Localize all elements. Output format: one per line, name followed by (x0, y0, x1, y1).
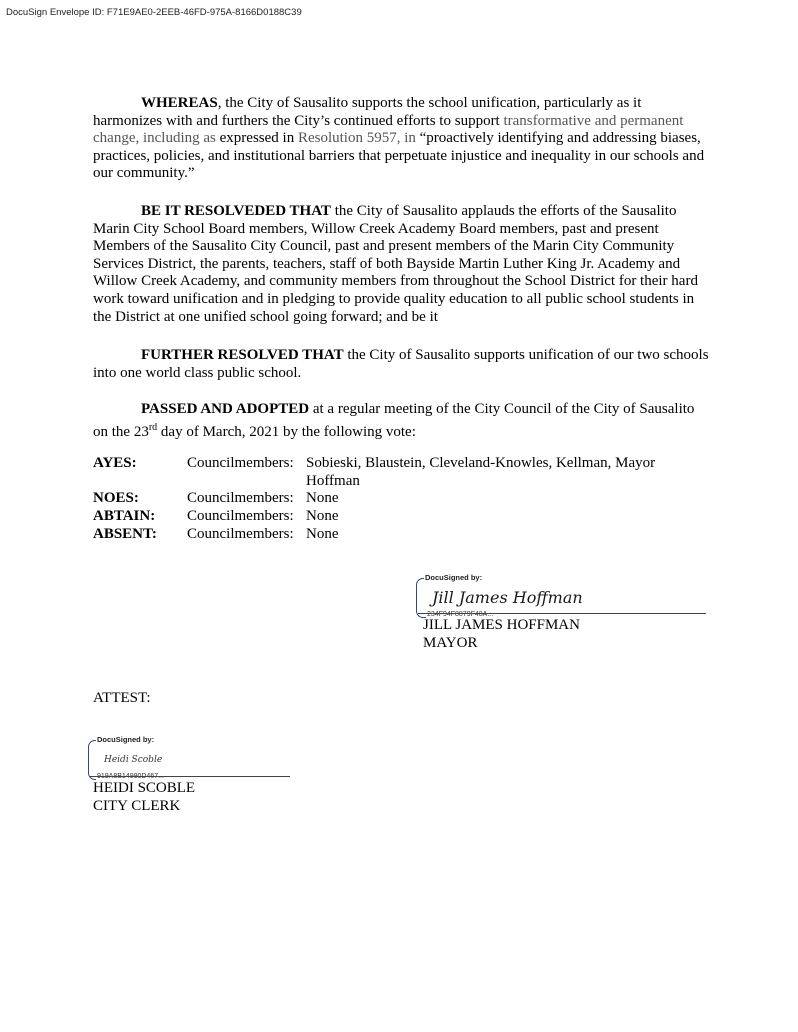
further-resolved-heading: FURTHER RESOLVED THAT (141, 347, 344, 363)
vote-names: Sobieski, Blaustein, Cleveland-Knowles, Kellman, Mayor Hoffman (306, 455, 656, 489)
clerk-signature-line (90, 776, 290, 777)
passed-adopted-heading: PASSED AND ADOPTED (141, 401, 310, 417)
docusigned-by-label: DocuSigned by: (425, 573, 483, 582)
mayor-signature: Jill James Hoffman (432, 588, 583, 607)
docusign-signature-id: 234F94F8079F48A... (427, 611, 494, 618)
vote-names: None (306, 508, 339, 524)
vote-row-noes (0, 490, 798, 508)
vote-table (0, 455, 798, 575)
vote-label: ABSENT: (93, 526, 157, 542)
vote-councilmembers: Councilmembers: (187, 490, 294, 506)
clerk-signature: Heidi Scoble (104, 755, 163, 765)
whereas-heading: WHEREAS (141, 95, 218, 111)
mayor-signature-line (418, 613, 706, 614)
clerk-name: HEIDI SCOBLE (93, 780, 196, 796)
vote-label: NOES: (93, 490, 139, 506)
resolved-heading: BE IT RESOLVEDED THAT (141, 203, 331, 219)
passed-adopted-paragraph: PASSED AND ADOPTED at a regular meeting of the City Council of the City of Sausalito on the 23rd day of March, 2021 by the following vote: (93, 401, 695, 440)
resolved-paragraph: BE IT RESOLVEDED THAT the City of Sausalito applauds the efforts of the Sausalito Marin City School Board members, Willow Creek Academy Board members, past and present Members of the Sausalito City Council, past and present members of the Marin City Community Services District, the parents, teachers, staff of both Bayside Martin Luther King Jr. Academy and Willow Creek Academy, and community members from throughout the School District for their hard work toward unification and in pledging to provide quality education to all public school students in the District at one unified school going forward; and be it (93, 203, 698, 325)
docusign-bracket (416, 578, 439, 618)
mayor-title: MAYOR (423, 635, 478, 651)
whereas-paragraph: WHEREAS, the City of Sausalito supports the school unification, particularly as it harmonizes with and furthers the City’s continued efforts to support transformative and permanent change, including as expressed in Resolution 5957, in “proactively identifying and addressing biases, practices, policies, and institutional barriers that perpetuate injustice and inequality in our schools and our community.” (93, 95, 705, 182)
attest-label: ATTEST: (93, 690, 151, 706)
vote-names: None (306, 526, 339, 542)
vote-label: AYES: (93, 455, 137, 471)
mayor-name: JILL JAMES HOFFMAN (423, 617, 580, 633)
vote-names: None (306, 490, 339, 506)
vote-councilmembers: Councilmembers: (187, 526, 294, 542)
vote-label: ABTAIN: (93, 508, 156, 524)
docusign-envelope-id: DocuSign Envelope ID: F71E9AE0-2EEB-46FD-975A-8166D0188C39 (6, 7, 302, 18)
clerk-title: CITY CLERK (93, 798, 181, 814)
vote-row-absent (0, 526, 798, 544)
vote-row-ayes (0, 455, 798, 491)
vote-councilmembers: Councilmembers: (187, 455, 294, 471)
docusigned-by-label: DocuSigned by: (97, 735, 155, 744)
vote-row-abtain (0, 508, 798, 526)
further-resolved-paragraph: FURTHER RESOLVED THAT the City of Sausalito supports unification of our two schools into one world class public school. (93, 347, 709, 381)
vote-councilmembers: Councilmembers: (187, 508, 294, 524)
docusign-signature-id: 919A8B14990D467... (97, 773, 164, 780)
docusign-bracket (88, 740, 111, 780)
